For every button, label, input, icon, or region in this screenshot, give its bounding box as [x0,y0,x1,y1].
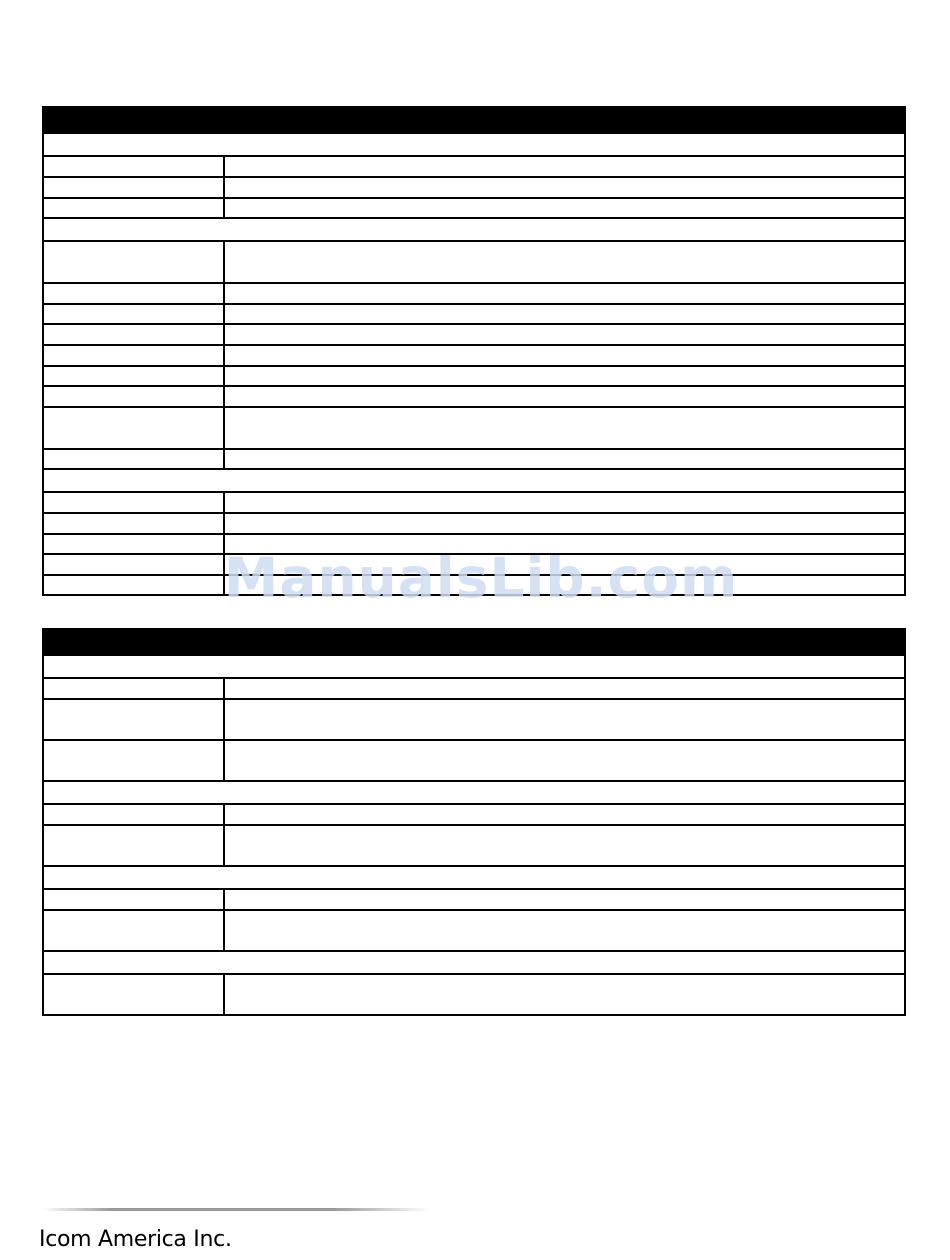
table-row [44,824,904,865]
section-row [44,654,904,677]
table-row [44,197,904,217]
table-row [44,448,904,468]
section-row [44,217,904,240]
table-row [44,282,904,303]
watermark: ManualsLib.com [223,546,739,610]
table-row [44,323,904,344]
footer-rule [42,1208,430,1211]
table-row [44,385,904,406]
table-row [44,406,904,448]
table-row [44,803,904,824]
table-row [44,491,904,512]
table-row [44,303,904,323]
section-row [44,132,904,155]
table-row [44,677,904,698]
section-row [44,865,904,888]
table-row [44,365,904,385]
table-row [44,909,904,950]
footer-brand: Icom America Inc. [39,1227,232,1252]
table-row [44,176,904,197]
table-row [44,973,904,1014]
table-row [44,698,904,739]
section-row [44,780,904,803]
table-row [44,512,904,533]
spec-table-1 [42,106,906,596]
section-row [44,950,904,973]
table-row [44,240,904,282]
table-header-bar [44,106,904,132]
table-row [44,888,904,909]
table-row [44,739,904,780]
section-row [44,468,904,491]
table-row [44,155,904,176]
spec-table-2 [42,628,906,1016]
table-row [44,344,904,365]
table-header-bar [44,628,904,654]
